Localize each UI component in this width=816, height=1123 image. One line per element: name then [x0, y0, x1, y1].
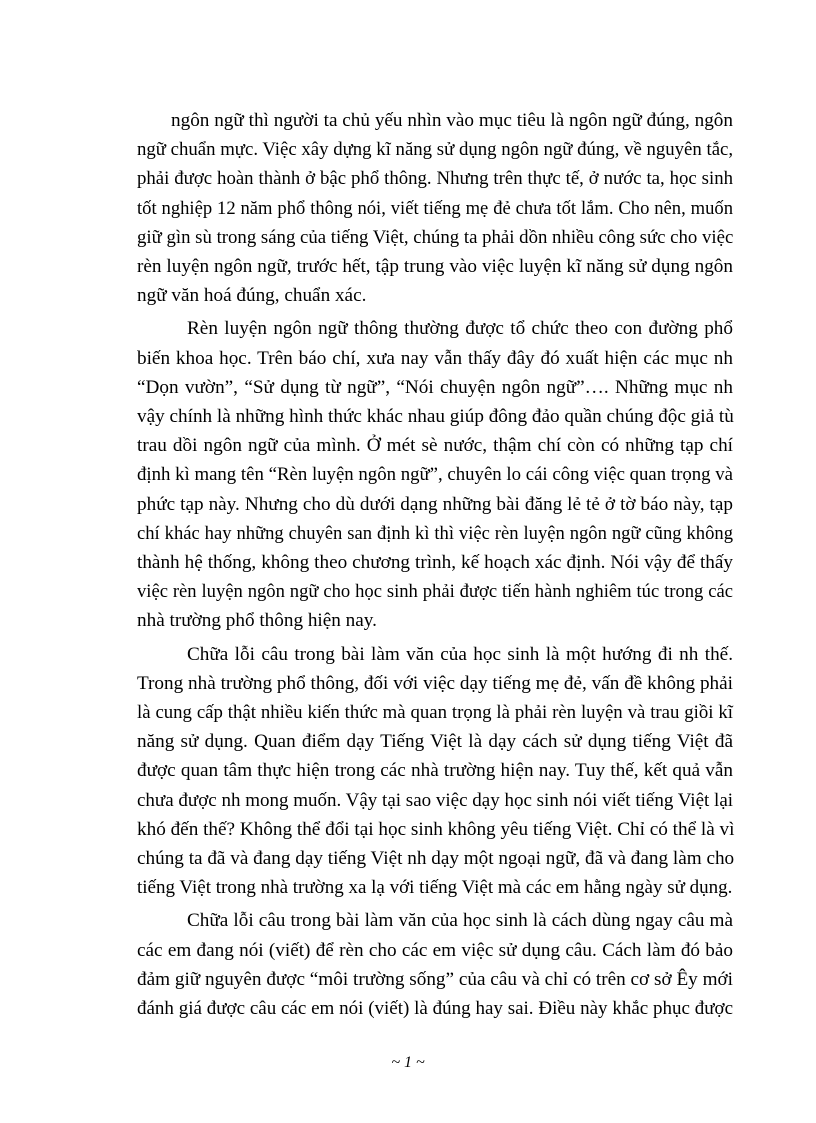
- text-line: các em đang nói (viết) để rèn cho các em việc sử dụng câu. Cách làm đó bảo: [137, 939, 733, 961]
- text-line: phức tạp này. Nhưng cho dù dưới dạng những bài đăng lẻ tẻ ở tờ báo này, tạp: [137, 493, 733, 515]
- text-line: tốt nghiệp 12 năm phổ thông nói, viết tiếng mẹ đẻ chưa tốt lắm. Cho nên, muốn: [137, 197, 733, 219]
- text-line: chưa được nh mong muốn. Vậy tại sao việc dạy học sinh nói viết tiếng Việt lại: [137, 789, 734, 811]
- text-line: đánh giá được câu các em nói (viết) là đúng hay sai. Điều này khắc phục được: [137, 998, 733, 1020]
- text-line: Rèn luyện ngôn ngữ thông thường được tổ chức theo con đường phổ: [187, 318, 733, 340]
- text-line: giữ gìn sù trong sáng của tiếng Việt, chúng ta phải dồn nhiều công sức cho việc: [137, 226, 734, 248]
- text-line: vậy chính là những hình thức khác nhau giúp đông đảo quần chúng độc giả tù: [137, 406, 734, 428]
- text-line: phải được hoàn thành ở bậc phổ thông. Nhưng trên thực tế, ở nước ta, học sinh: [137, 168, 733, 190]
- text-line: chúng ta đã và đang dạy tiếng Việt nh dạy một ngoại ngữ, đã và đang làm cho: [137, 848, 735, 870]
- text-line: trau dồi ngôn ngữ của mình. Ở mét sè nước, thậm chí còn có những tạp chí: [137, 435, 733, 457]
- text-line: khó đến thế? Không thể đổi tại học sinh không yêu tiếng Việt. Chỉ có thể là vì: [137, 818, 735, 840]
- text-line: là cung cấp thật nhiều kiến thức mà quan trọng là phải rèn luyện và trau giồi kĩ: [137, 702, 733, 724]
- paragraph-4: [137, 906, 733, 1023]
- text-line: Chữa lỗi câu trong bài làm văn của học sinh là cách dùng ngay câu mà: [187, 910, 733, 932]
- text-line: nhà trường phổ thông hiện nay.: [137, 610, 377, 632]
- text-line: ngữ chuẩn mực. Việc xây dựng kĩ năng sử dụng ngôn ngữ đúng, về nguyên tắc,: [137, 139, 734, 161]
- paragraph-3: [137, 640, 733, 903]
- text-line: việc rèn luyện ngôn ngữ cho học sinh phải được tiến hành nghiêm túc trong các: [137, 581, 733, 603]
- text-line: năng sử dụng. Quan điểm dạy Tiếng Việt là dạy cách sử dụng tiếng Việt đã: [137, 731, 733, 753]
- text-line: “Dọn vườn”, “Sử dụng từ ngữ”, “Nói chuyện ngôn ngữ”…. Những mục nh: [137, 376, 733, 398]
- text-line: thành hệ thống, không theo chương trình, kế hoạch xác định. Nói vậy để thấy: [137, 552, 733, 574]
- paragraph-1: [137, 106, 733, 310]
- page-number: ~ 1 ~: [391, 1054, 425, 1071]
- text-line: được quan tâm thực hiện trong các nhà trường hiện nay. Tuy thế, kết quả vẫn: [137, 760, 733, 782]
- text-line: Trong nhà trường phổ thông, đối với việc dạy tiếng mẹ đẻ, vấn đề không phải: [137, 672, 733, 694]
- paragraph-2: [137, 314, 733, 635]
- text-line: định kì mang tên “Rèn luyện ngôn ngữ”, chuyên lo cái công việc quan trọng và: [137, 464, 733, 486]
- text-line: biến khoa học. Trên báo chí, xưa nay vẫn thấy đây đó xuất hiện các mục nh: [137, 347, 733, 369]
- text-line: tiếng Việt trong nhà trường xa lạ với tiếng Việt mà các em hằng ngày sử dụng.: [137, 877, 733, 899]
- text-line: chí khác hay những chuyên san định kì thì việc rèn luyện ngôn ngữ cũng không: [137, 522, 733, 544]
- text-line: rèn luyện ngôn ngữ, trước hết, tập trung vào việc luyện kĩ năng sử dụng ngôn: [137, 256, 733, 278]
- body-text: [137, 106, 733, 1027]
- text-line: ngôn ngữ thì người ta chủ yếu nhìn vào mục tiêu là ngôn ngữ đúng, ngôn: [171, 110, 733, 131]
- text-line: Chữa lỗi câu trong bài làm văn của học sinh là một hướng đi nh thế.: [187, 643, 733, 665]
- text-line: ngữ văn hoá đúng, chuẩn xác.: [137, 285, 367, 307]
- text-line: đảm giữ nguyên được “môi trường sống” của câu và chỉ có trên cơ sở Êy mới: [137, 968, 733, 990]
